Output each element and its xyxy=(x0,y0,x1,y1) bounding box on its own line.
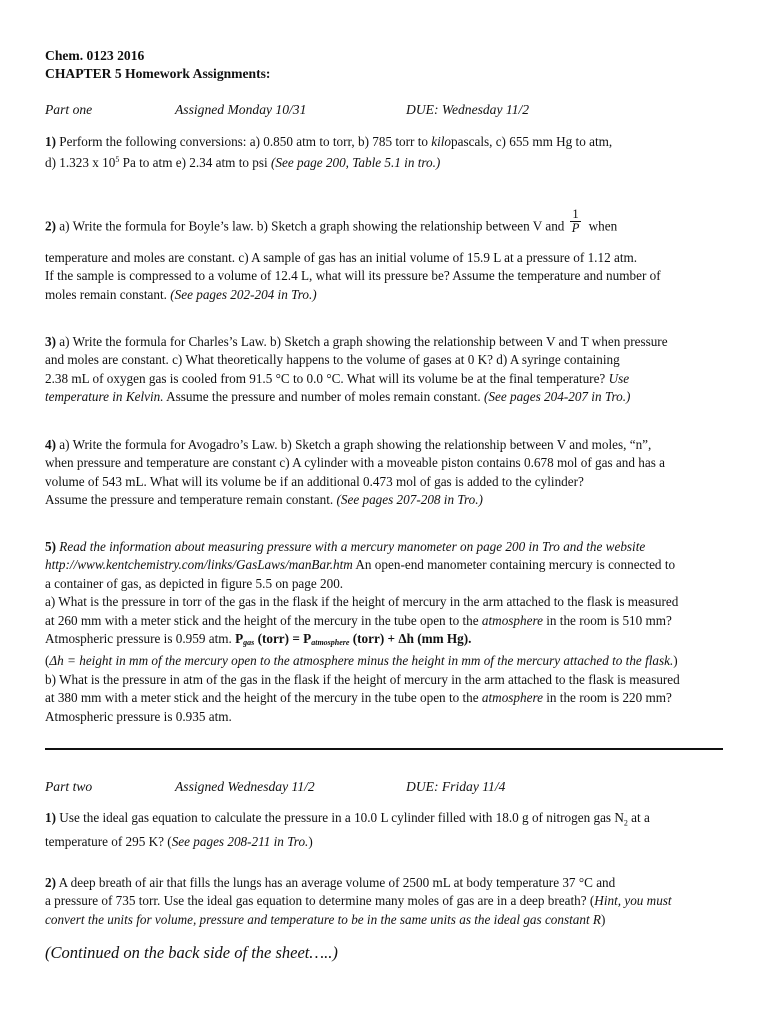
question-number: 3) xyxy=(45,334,56,349)
part-one-assigned: Assigned Monday 10/31 xyxy=(175,102,307,117)
question-4: 4) a) Write the formula for Avogadro’s Law. b) Sketch a graph showing the relationship between V and moles, “n”, when pressure and temperature are constant c) A cylinder with a moveable piston contains 0.678 mol of gas and has a volume of 543 mL. What will its volume be if an additional 0.473 mol of gas is added to the cylinder? Assume the pressure and temperature remain constant. (See pages 207-208 in Tro.) xyxy=(45,437,665,508)
page-reference: (See page 200, Table 5.1 in tro.) xyxy=(270,155,441,171)
page-reference: (See pages 207-208 in Tro.) xyxy=(336,492,483,508)
header xyxy=(45,47,735,84)
question-number: 2) xyxy=(45,218,56,234)
section-divider xyxy=(45,748,723,750)
question-number: 4) xyxy=(45,437,56,452)
part-two-assigned: Assigned Wednesday 11/2 xyxy=(175,779,315,794)
question-5: 5) Read the information about measuring pressure with a mercury manometer on page 200 in Tro and the website http://www.kentchemistry.com/links/GasLaws/manBar.htm An open-end manometer containing mercury is connected to a container of gas, as depicted in figure 5.5 on page 200. a) What is the pressure in torr of the gas in the flask if the height of mercury in the arm attached to the flask is measured at 260 mm with a meter stick and the height of the mercury in the tube open to the atmosphere in the room is 510 mm? Atmospheric pressure is 0.959 atm. $P_{gas}$ (torr) = $P_{atmosphere}$ (torr) + Δh (mm Hg). (Δh = height in mm of the mercury open to the atmosphere minus the height in mm of the mercury attached to the flask.) b) What is the pressure in atm of the gas in the flask if the height of mercury in the arm attached to the flask is measured at 380 mm with a meter stick and the height of the mercury in the tube open to the atmosphere in the room is 220 mm? Atmospheric pressure is 0.935 atm. xyxy=(45,539,680,724)
chapter-title: CHAPTER 5 Homework Assignments: xyxy=(45,66,271,82)
question-number: 1) xyxy=(45,810,56,825)
part-one-label: Part one xyxy=(45,102,93,117)
part-two-question-1: 1) Use the ideal gas equation to calculate the pressure in a 10.0 L cylinder filled with 18.0 g of nitrogen gas $N_2$ at a temperature of 295 K? (See pages 208-211 in Tro.) xyxy=(45,810,650,850)
question-2-continued: temperature and moles are constant. c) A sample of gas has an initial volume of 15.9 L at a pressure of 1.12 atm. If the sample is compressed to a volume of 12.4 L, what will its pressure be? Assume the temperature and number of moles remain constant. (See pages 202-204 in Tro.) xyxy=(45,250,661,302)
question-number: 2) xyxy=(45,875,56,890)
page-reference: See pages 208-211 in Tro. xyxy=(171,834,309,850)
part-two-label: Part two xyxy=(45,779,93,794)
fraction-one-over-p: $\frac{1}{P}$ xyxy=(571,207,580,235)
course-title: Chem. 0123 2016 xyxy=(45,48,145,63)
question-3: 3) a) Write the formula for Charles’s Law. b) Sketch a graph showing the relationship between V and T when pressure and moles are constant. c) What theoretically happens to the volume of gases at 0 K? d) A syringe containing 2.38 mL of oxygen gas is cooled from 91.5 °C to 0.0 °C. What will its volume be at the final temperature? Use temperature in Kelvin. Assume the pressure and number of moles remain constant. (See pages 204-207 in Tro.) xyxy=(45,334,668,405)
question-number: 1) xyxy=(45,134,56,149)
part-one-due: DUE: Wednesday 11/2 xyxy=(406,102,530,117)
continued-note: (Continued on the back side of the sheet…..) xyxy=(45,943,338,962)
part-one-row xyxy=(45,101,735,119)
part-two-due: DUE: Friday 11/4 xyxy=(406,779,506,794)
part-two-question-2: 2) A deep breath of air that fills the lungs has an average volume of 2500 mL at body temperature 37 °C and a pressure of 735 torr. Use the ideal gas equation to determine many moles of gas are in a deep breath? (Hint, you must convert the units for volume, pressure and temperature to be in the same units as the ideal gas constant R) xyxy=(45,875,672,927)
question-2: 2) a) Write the formula for Boyle’s law. b) Sketch a graph showing the relationship between V and $\frac{1}{P}$ when xyxy=(45,207,618,235)
page-reference: (See pages 204-207 in Tro.) xyxy=(484,389,631,405)
question-number: 5) xyxy=(45,539,56,554)
website-link[interactable]: http://www.kentchemistry.com/links/GasLaws/manBar.htm xyxy=(45,557,353,573)
question-1: 1) Perform the following conversions: a) 0.850 atm to torr, b) 785 torr to kilopascals, c) 655 mm Hg to atm, d) 1.323 x $10^5$ Pa to atm e) 2.34 atm to psi (See page 200, Table 5.1 in tro.) xyxy=(45,134,613,171)
footer xyxy=(45,944,735,962)
pressure-equation: $P_{gas}$ (torr) = $P_{atmosphere}$ (torr) + Δh (mm Hg). xyxy=(235,631,472,648)
part-two-row xyxy=(45,778,735,796)
page-reference: (See pages 202-204 in Tro.) xyxy=(170,286,317,302)
